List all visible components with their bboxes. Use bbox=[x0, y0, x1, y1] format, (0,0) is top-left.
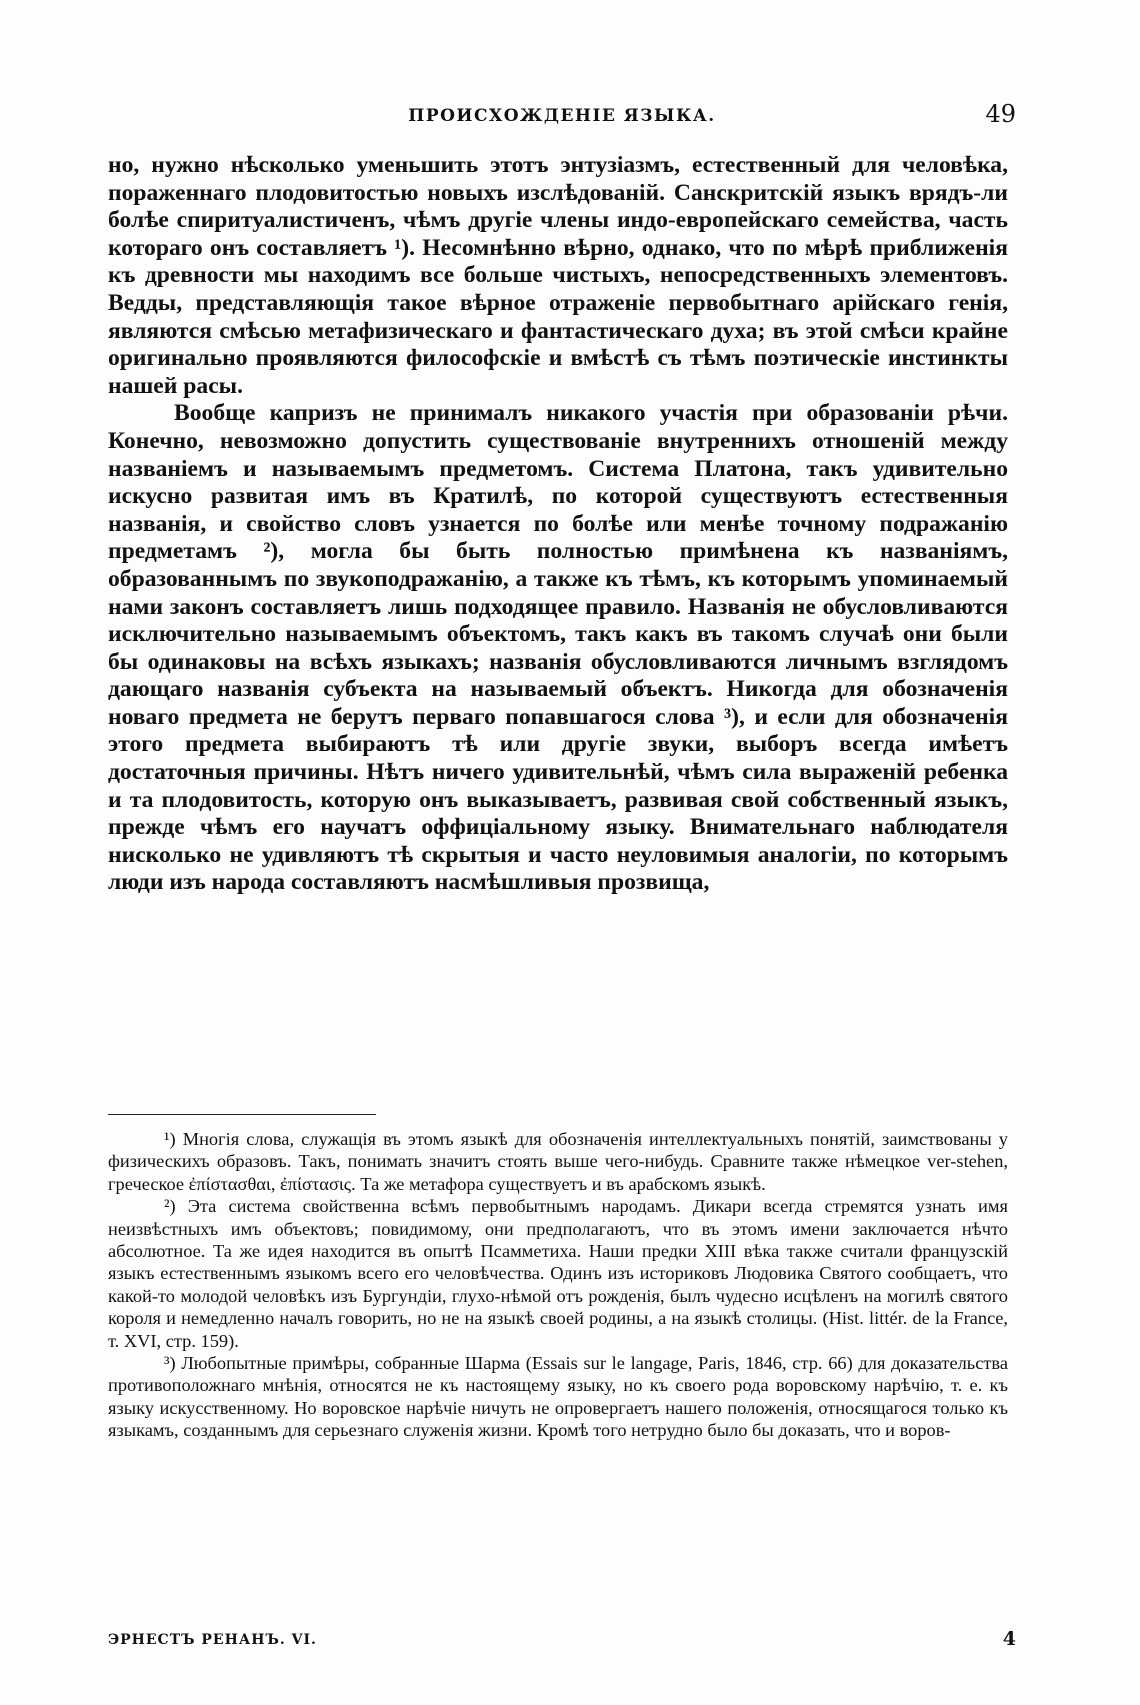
main-text bbox=[108, 152, 1008, 897]
signature-line bbox=[108, 1628, 1016, 1652]
sheet-number: 4 bbox=[1002, 1628, 1016, 1650]
running-title: ПРОИСХОЖДЕНІЕ ЯЗЫКА. bbox=[408, 106, 716, 126]
paragraph-continuation: но, нужно нѣсколько уменьшить этотъ энтузіазмъ, естественный для человѣка, пораженнаго плодовитостью новыхъ изслѣдованій. Санскритскій языкъ врядъ-ли болѣе спиритуалистиченъ, чѣмъ другіе члены индо-европейскаго семейства, часть котораго онъ составляетъ ¹). Несомнѣнно вѣрно, однако, что по мѣрѣ приближенія къ древности мы находимъ все больше чистыхъ, непосредственныхъ элементовъ. Ведды, представляющія такое вѣрное отраженіе первобытнаго арійскаго генія, являются смѣсью метафизическаго и фантастическаго духа; въ этой смѣси крайне оригинально проявляются философскіе и вмѣстѣ съ тѣмъ поэтическіе инстинкты нашей расы. bbox=[108, 152, 1008, 399]
printer-signature: ЭРНЕСТЪ РЕНАНЪ. VI. bbox=[108, 1632, 317, 1648]
footnote-1: ¹) Многія слова, служащія въ этомъ языкѣ для обозначенія интеллектуальныхъ понятій, заимствованы у физическихъ образовъ. Такъ, понимать значитъ стоять выше чего-нибудь. Сравните также нѣмецкое ver-stehen, греческое ἐπίστασθαι, ἐπίστασις. Та же метафора существуетъ и въ арабскомъ языкѣ. bbox=[108, 1129, 1008, 1194]
page-number: 49 bbox=[985, 100, 1016, 128]
footnote-2: ²) Эта система свойственна всѣмъ первобытнымъ народамъ. Дикари всегда стремятся узнать имя неизвѣстныхъ имъ объектовъ; повидимому, они предполагаютъ, что въ этомъ имени заключается нѣчто абсолютное. Та же идея находится въ опытѣ Псамметиха. Наши предки XIII вѣка также считали французскій языкъ естественнымъ языкомъ всего его человѣчества. Одинъ изъ историковъ Людовика Святого сообщаетъ, что какой-то молодой человѣкъ изъ Бургундіи, глухо-нѣмой отъ рожденія, былъ чудесно исцѣленъ на могилѣ святого короля и немедленно началъ говорить, но не на языкѣ своей родины, а на языкѣ столицы. (Hist. littér. de la France, т. XVI, стр. 159). bbox=[108, 1196, 1008, 1351]
footnote-3: ³) Любопытные примѣры, собранные Шарма (Essais sur le langage, Paris, 1846, стр. 66) для доказательства противоположнаго мнѣнія, относятся не къ настоящему языку, но къ своего рода воровскому нарѣчію, т. е. къ языку искусственному. Но воровское нарѣчіе ничуть не опровергаетъ нашего положенія, относящагося только къ языкамъ, созданнымъ для серьезнаго служенія жизни. Кромѣ того нетрудно было бы доказать, что и воров- bbox=[108, 1353, 1008, 1441]
paragraph: Вообще капризъ не принималъ никакого участія при образованіи рѣчи. Конечно, невозможно допустить существованіе внутреннихъ отношеній между названіемъ и называемымъ предметомъ. Система Платона, такъ удивительно искусно развитая имъ въ Кратилѣ, по которой существуютъ естественныя названія, и свойство словъ узнается по болѣе или менѣе точному подражанію предметамъ ²), могла бы быть полностью примѣнена къ названіямъ, образованнымъ по звукоподражанію, а также къ тѣмъ, къ которымъ упоминаемый нами законъ составляетъ лишь подходящее правило. Названія не обусловливаются исключительно называемымъ объектомъ, такъ какъ въ такомъ случаѣ они были бы одинаковы на всѣхъ языкахъ; названія обусловливаются личнымъ взглядомъ дающаго названія субъекта на называемый объектъ. Никогда для обозначенія новаго предмета не берутъ перваго попавшагося слова ³), и если для обозначенія этого предмета выбираютъ тѣ или другіе звуки, выборъ всегда имѣетъ достаточныя причины. Нѣтъ ничего удивительнѣй, чѣмъ сила выраженій ребенка и та плодовитость, которую онъ выказываетъ, развивая свой собственный языкъ, прежде чѣмъ его научатъ оффиціальному языку. Внимательнаго наблюдателя нисколько не удивляютъ тѣ скрытыя и часто неуловимыя аналогіи, по которымъ люди изъ народа составляютъ насмѣшливыя прозвища, bbox=[108, 400, 1008, 896]
running-header bbox=[108, 100, 1016, 132]
footnotes bbox=[108, 1128, 1008, 1442]
footnote-divider bbox=[108, 1114, 376, 1115]
